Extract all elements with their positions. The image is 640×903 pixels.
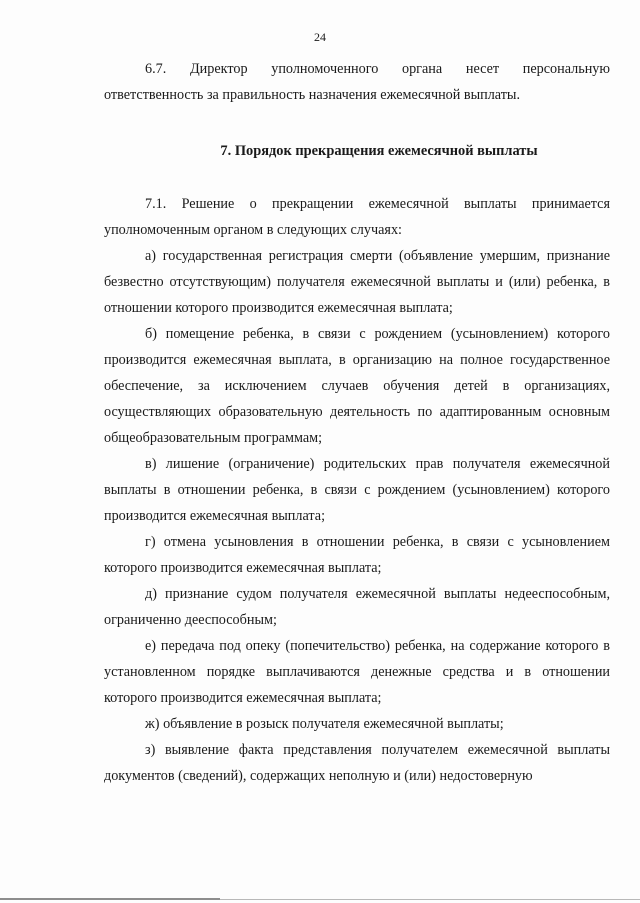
page-number: 24 xyxy=(314,30,326,44)
document-body xyxy=(104,56,610,789)
list-item-d: д) признание судом получателя ежемесячной выплаты недееспособным, ограниченно дееспособным; xyxy=(104,586,610,628)
list-item-e: е) передача под опеку (попечительство) ребенка, на содержание которого в установленном порядке выплачиваются денежные средства и в отношении которого производится ежемесячная выплата; xyxy=(104,638,610,706)
list-item-v: в) лишение (ограничение) родительских прав получателя ежемесячной выплаты в отношении ребенка, в связи с рождением (усыновлением) которого производится ежемесячная выплата; xyxy=(104,456,610,524)
paragraph-6-7: 6.7. Директор уполномоченного органа несет персональную ответственность за правильность назначения ежемесячной выплаты. xyxy=(104,61,610,103)
list-item-zh: ж) объявление в розыск получателя ежемесячной выплаты; xyxy=(145,716,504,732)
list-item-g: г) отмена усыновления в отношении ребенка, в связи с усыновлением которого производится ежемесячная выплата; xyxy=(104,534,610,576)
section-heading: 7. Порядок прекращения ежемесячной выплаты xyxy=(220,143,538,159)
scan-bottom-shadow xyxy=(0,898,220,900)
paragraph-7-1: 7.1. Решение о прекращении ежемесячной выплаты принимается уполномоченным органом в следующих случаях: xyxy=(104,196,610,238)
list-item-a: а) государственная регистрация смерти (объявление умершим, признание безвестно отсутствующим) получателя ежемесячной выплаты и (или) ребенка, в отношении которого производится ежемесячная выплата; xyxy=(104,248,610,316)
list-item-z: з) выявление факта представления получателем ежемесячной выплаты документов (сведений), содержащих неполную и (или) недостоверную xyxy=(104,742,610,784)
list-item-b: б) помещение ребенка, в связи с рождением (усыновлением) которого производится ежемесячная выплата, в организацию на полное государственное обеспечение, за исключением случаев обучения детей в организациях, осуществляющих образовательную деятельность по адаптированным основным общеобразовательным программам; xyxy=(104,326,610,446)
